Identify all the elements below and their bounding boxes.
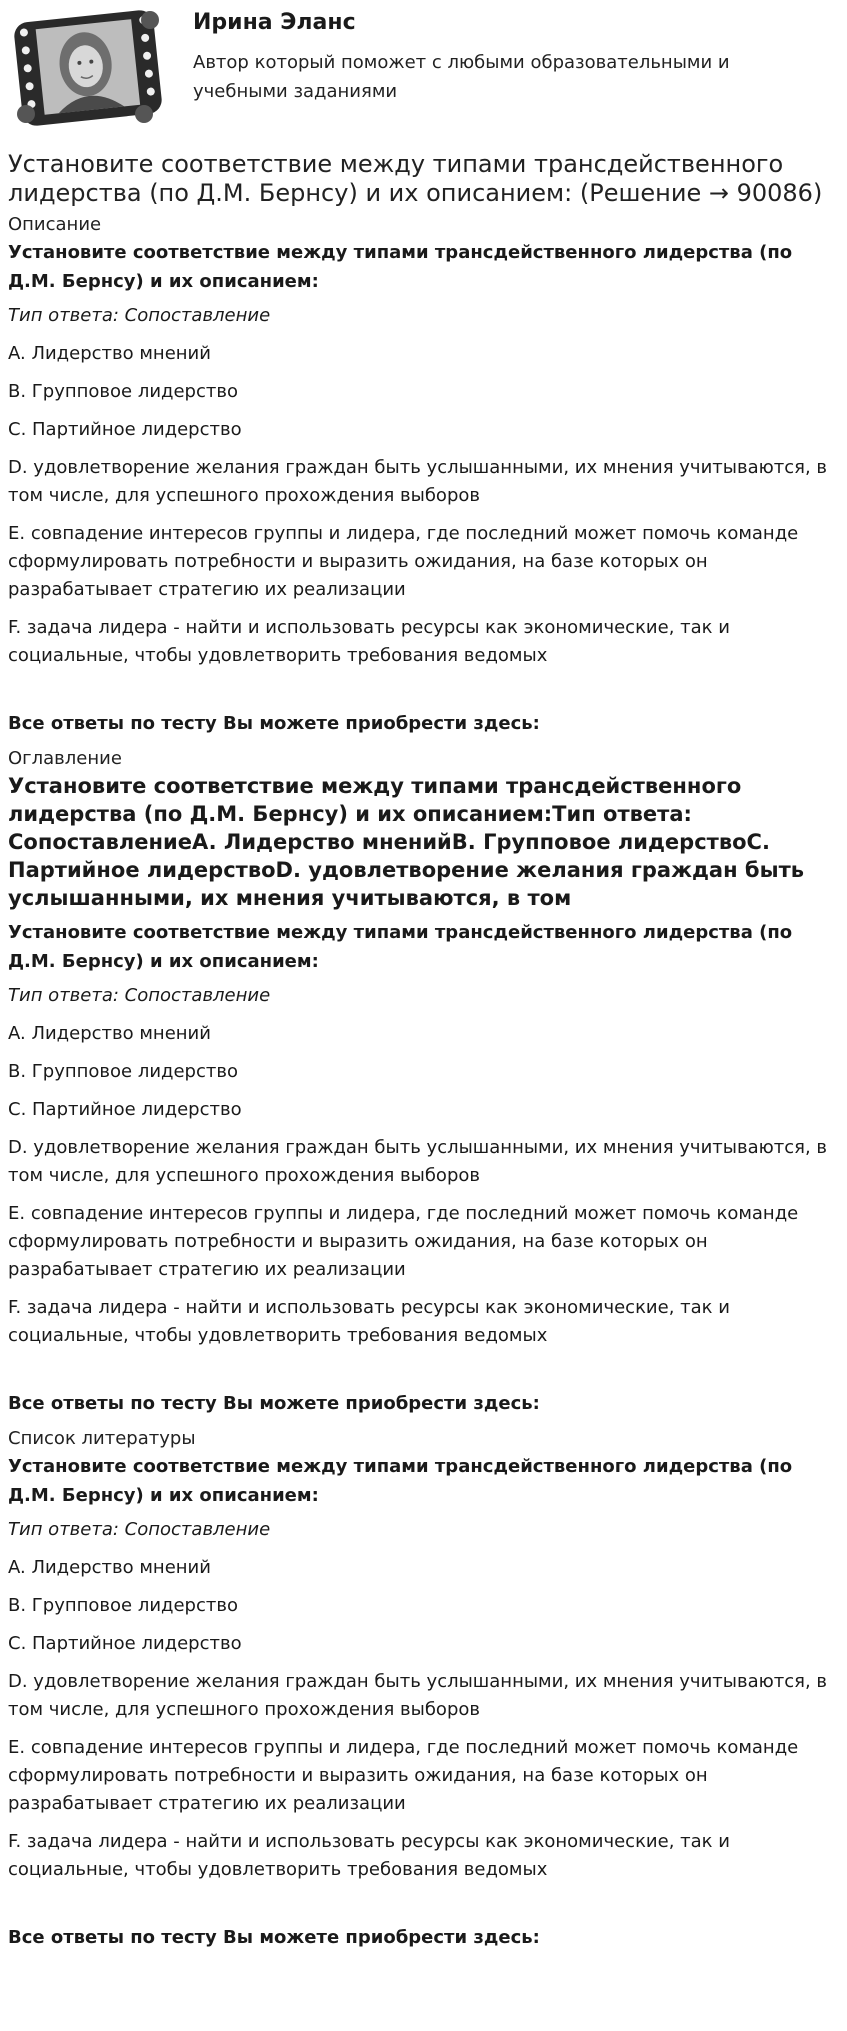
option-b: B. Групповое лидерство bbox=[8, 381, 238, 402]
buy-answers-text: Все ответы по тесту Вы можете приобрести здесь: bbox=[8, 1393, 540, 1414]
question-heading: Установите соответствие между типами трансдейственного лидерства (по Д.М. Бернсу) и их описанием: bbox=[8, 242, 793, 292]
option-c: C. Партийное лидерство bbox=[8, 1099, 242, 1120]
answer-type: Тип ответа: Сопоставление bbox=[8, 305, 271, 326]
option-e: E. совпадение интересов группы и лидера, где последний может помочь команде сформулировать потребности и выразить ожидания, на базе которых он разрабатывает стратегию их реализации bbox=[8, 1737, 799, 1814]
answer-type: Тип ответа: Сопоставление bbox=[8, 985, 271, 1006]
literature-section bbox=[8, 1428, 839, 1952]
answer-type: Тип ответа: Сопоставление bbox=[8, 1519, 271, 1540]
option-e: E. совпадение интересов группы и лидера, где последний может помочь команде сформулировать потребности и выразить ожидания, на базе которых он разрабатывает стратегию их реализации bbox=[8, 1203, 799, 1280]
option-b: B. Групповое лидерство bbox=[8, 1061, 238, 1082]
author-block bbox=[8, 0, 839, 140]
toc-heading: Установите соответствие между типами трансдейственного лидерства (по Д.М. Бернсу) и их описанием:Тип ответа: СопоставлениеA. Лидерство мненийB. Групповое лидерствоC. Партийное лидерствоD. удовлетворение желания граждан быть услышанными, их мнения учитываются, в том bbox=[8, 774, 805, 910]
section-label-literature: Список литературы bbox=[8, 1428, 196, 1449]
option-d: D. удовлетворение желания граждан быть услышанными, их мнения учитываются, в том числе, для успешного прохождения выборов bbox=[8, 1137, 828, 1186]
toc-section bbox=[8, 748, 839, 1418]
section-label-description: Описание bbox=[8, 214, 102, 235]
page-title: Установите соответствие между типами трансдейственного лидерства (по Д.М. Бернсу) и их описанием: (Решение → 90086) bbox=[8, 150, 823, 207]
option-f: F. задача лидера - найти и использовать ресурсы как экономические, так и социальные, чтобы удовлетворить требования ведомых bbox=[8, 617, 730, 666]
option-c: C. Партийное лидерство bbox=[8, 1633, 242, 1654]
option-e: E. совпадение интересов группы и лидера, где последний может помочь команде сформулировать потребности и выразить ожидания, на базе которых он разрабатывает стратегию их реализации bbox=[8, 523, 799, 600]
author-avatar bbox=[14, 6, 162, 128]
option-a: A. Лидерство мнений bbox=[8, 1023, 211, 1044]
section-label-toc: Оглавление bbox=[8, 748, 122, 769]
question-heading: Установите соответствие между типами трансдейственного лидерства (по Д.М. Бернсу) и их описанием: bbox=[8, 922, 793, 972]
option-a: A. Лидерство мнений bbox=[8, 1557, 211, 1578]
option-f: F. задача лидера - найти и использовать ресурсы как экономические, так и социальные, чтобы удовлетворить требования ведомых bbox=[8, 1831, 730, 1880]
description-section bbox=[8, 214, 839, 738]
option-c: C. Партийное лидерство bbox=[8, 419, 242, 440]
author-description: Автор который поможет с любыми образовательными и учебными заданиями bbox=[193, 52, 730, 102]
buy-answers-text: Все ответы по тесту Вы можете приобрести здесь: bbox=[8, 1927, 540, 1948]
buy-answers-text: Все ответы по тесту Вы можете приобрести здесь: bbox=[8, 713, 540, 734]
option-d: D. удовлетворение желания граждан быть услышанными, их мнения учитываются, в том числе, для успешного прохождения выборов bbox=[8, 1671, 828, 1720]
option-b: B. Групповое лидерство bbox=[8, 1595, 238, 1616]
option-f: F. задача лидера - найти и использовать ресурсы как экономические, так и социальные, чтобы удовлетворить требования ведомых bbox=[8, 1297, 730, 1346]
question-heading: Установите соответствие между типами трансдейственного лидерства (по Д.М. Бернсу) и их описанием: bbox=[8, 1456, 793, 1506]
option-a: A. Лидерство мнений bbox=[8, 343, 211, 364]
author-name: Ирина Эланс bbox=[193, 10, 356, 35]
option-d: D. удовлетворение желания граждан быть услышанными, их мнения учитываются, в том числе, для успешного прохождения выборов bbox=[8, 457, 828, 506]
